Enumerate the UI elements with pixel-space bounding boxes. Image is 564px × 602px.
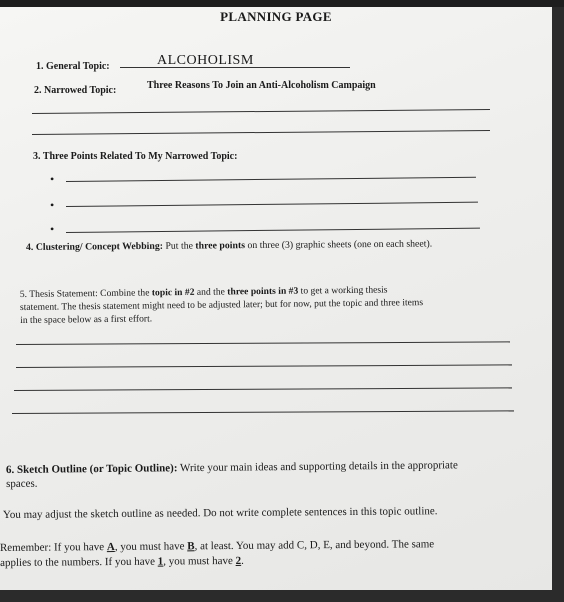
point-bullet-3: • — [50, 222, 55, 236]
thesis-bold-a: topic in #2 — [151, 286, 195, 299]
general-topic-label: 1. General Topic: — [36, 61, 110, 72]
remember-a: Remember: If you have — [0, 541, 107, 555]
top-dark-edge — [0, 0, 564, 7]
narrowed-topic-label: 2. Narrowed Topic: — [34, 85, 117, 96]
point-line-2 — [66, 202, 478, 207]
point-line-1 — [66, 177, 476, 182]
remember-d: applies to the numbers. If you have — [0, 555, 158, 569]
clustering-text-b: on three (3) graphic sheets (one on each sheet). — [244, 238, 433, 252]
three-points-label: 3. Three Points Related To My Narrowed Topic: — [33, 151, 238, 162]
sketch-outline-instruction — [6, 457, 546, 491]
sketch-bold: Sketch Outline (or Topic Outline): — [14, 462, 178, 476]
point-line-3 — [66, 228, 480, 233]
thesis-line-a — [16, 341, 510, 345]
clustering-text-a: Put the — [162, 240, 196, 252]
clustering-bold: three points — [195, 240, 246, 252]
thesis-line-3: in the space below as a first effort. — [20, 313, 153, 326]
thesis-instruction — [20, 282, 520, 327]
clustering-label: 4. Clustering/ Concept Webbing: — [25, 240, 164, 253]
remember-e: , you must have — [163, 554, 236, 568]
general-topic-line — [120, 67, 350, 68]
thesis-text-b: and the — [194, 286, 228, 298]
narrowed-topic-line-2 — [32, 130, 490, 135]
page-title: PLANNING PAGE — [220, 9, 332, 24]
remember-letter-B: B — [187, 540, 195, 553]
thesis-line-c — [14, 387, 512, 391]
remember-number-1: 1 — [157, 555, 164, 568]
thesis-number: 5. — [19, 288, 28, 301]
point-bullet-1: • — [50, 172, 55, 186]
thesis-text-c: to get a working thesis — [298, 284, 388, 297]
narrowed-topic-value: Three Reasons To Join an Anti-Alcoholism Campaign — [147, 80, 376, 91]
remember-letter-A: A — [106, 540, 115, 554]
thesis-line-2: statement. The thesis statement might need to be adjusted later; but for now, put the topic and three items — [19, 297, 424, 313]
general-topic-value: ALCOHOLISM — [157, 53, 254, 68]
remember-f: . — [241, 554, 244, 567]
sketch-line-2: spaces. — [6, 477, 38, 490]
narrowed-topic-line-1 — [32, 109, 490, 114]
thesis-line-d — [12, 410, 514, 414]
clustering-instruction — [26, 238, 432, 253]
sketch-number: 6. — [5, 463, 15, 477]
thesis-text-a: Thesis Statement: Combine the — [26, 287, 152, 300]
thesis-bold-b: three points in #3 — [227, 285, 299, 298]
remember-number-2: 2 — [235, 554, 242, 567]
remember-c: , at least. You may add C, D, E, and beyond. The same — [194, 538, 435, 553]
remember-b: , you must have — [114, 540, 188, 553]
adjust-note: You may adjust the sketch outline as needed. Do not write complete sentences in this topic outline. — [2, 505, 438, 521]
remember-note — [0, 536, 548, 570]
point-bullet-2: • — [50, 198, 55, 212]
sketch-text: Write your main ideas and supporting details in the appropriate — [177, 459, 458, 475]
thesis-line-b — [16, 364, 512, 368]
